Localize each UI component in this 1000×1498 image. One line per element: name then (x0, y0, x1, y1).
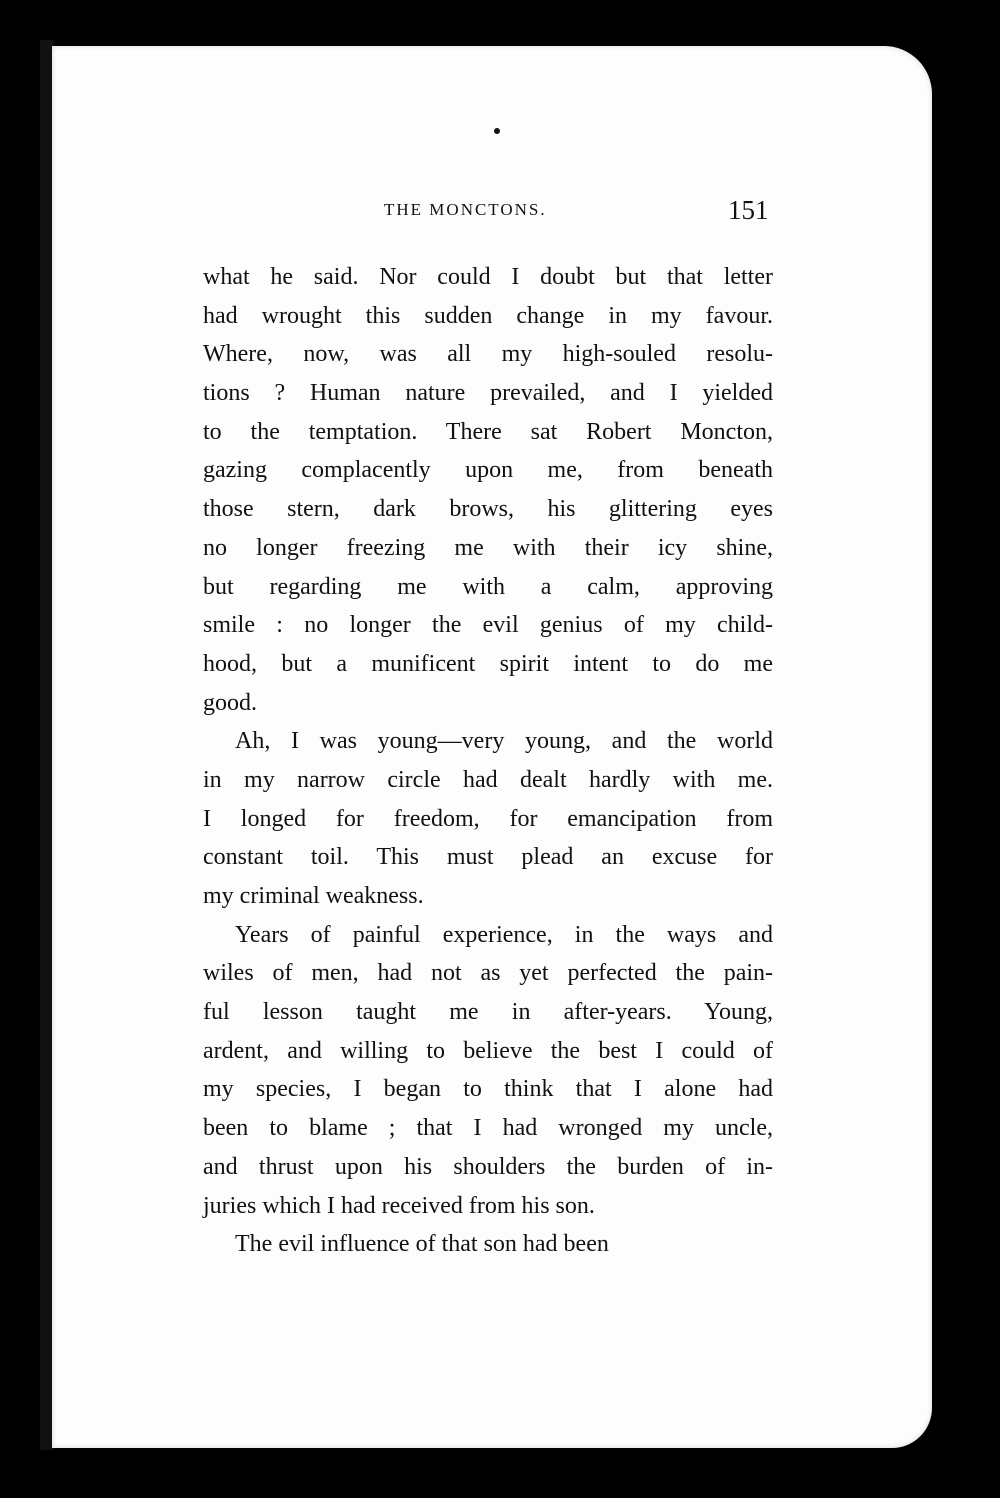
text-line: The evil influence of that son had been (235, 1231, 609, 1258)
text-line: Ah, I was young—very young, and the world (235, 728, 773, 755)
text-line: good. (203, 689, 257, 716)
text-line: but regarding me with a calm, approving (203, 573, 773, 600)
text-line: ful lesson taught me in after-years. Young, (203, 999, 773, 1026)
text-line: tions ? Human nature prevailed, and I yielded (203, 380, 773, 407)
text-line: Years of painful experience, in the ways and (235, 921, 773, 948)
text-line: smile : no longer the evil genius of my child- (203, 612, 773, 639)
text-line: been to blame ; that I had wronged my uncle, (203, 1115, 773, 1142)
running-header (0, 0, 1000, 225)
text-line: my species, I began to think that I alone had (203, 1076, 773, 1103)
text-line: my criminal weakness. (203, 883, 424, 909)
text-line: what he said. Nor could I doubt but that letter (203, 264, 773, 290)
text-line: gazing complacently upon me, from beneath (203, 457, 773, 484)
text-line: I longed for freedom, for emancipation from (203, 805, 773, 832)
page-number: 151 (728, 195, 769, 225)
text-line: no longer freezing me with their icy shine, (203, 534, 773, 561)
text-line: constant toil. This must plead an excuse for (203, 844, 773, 871)
paragraph (203, 722, 773, 915)
text-line: ardent, and willing to believe the best I could of (203, 1037, 773, 1064)
text-line: had wrought this sudden change in my favour. (203, 302, 773, 329)
text-line: wiles of men, had not as yet perfected the pain- (203, 960, 773, 987)
paragraph (203, 916, 773, 1226)
text-line: hood, but a munificent spirit intent to do me (203, 650, 773, 677)
text-line: to the temptation. There sat Robert Moncton, (203, 418, 773, 445)
ink-speck-mark (494, 128, 500, 134)
paragraph (203, 258, 773, 722)
text-line: in my narrow circle had dealt hardly with me. (203, 766, 773, 793)
text-line: juries which I had received from his son. (203, 1192, 595, 1219)
body-text (203, 258, 773, 1264)
text-line: Where, now, was all my high-souled resolu- (203, 341, 773, 368)
running-header-title: THE MONCTONS. (384, 200, 547, 219)
paragraph (203, 1225, 773, 1264)
text-line: those stern, dark brows, his glittering eyes (203, 496, 773, 523)
text-line: and thrust upon his shoulders the burden of in- (203, 1153, 773, 1180)
